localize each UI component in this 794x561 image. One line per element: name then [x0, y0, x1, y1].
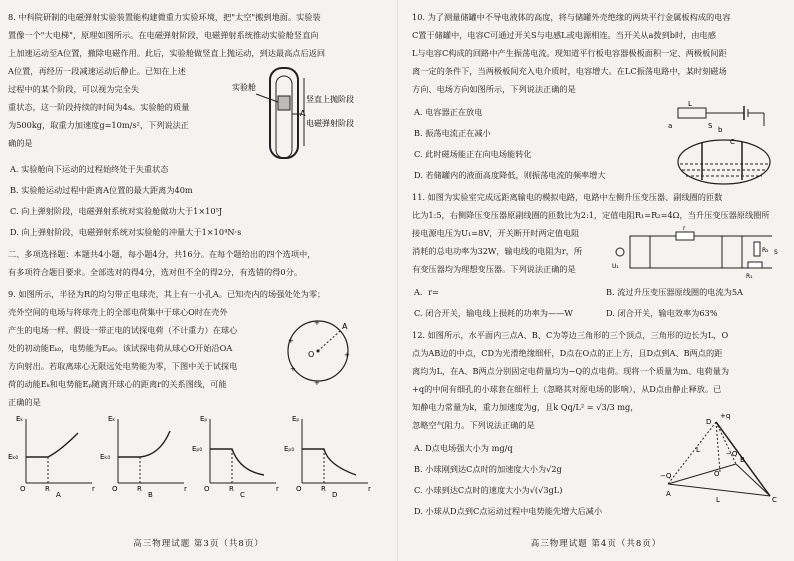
q12-option-b: B. 小球刚到达C点时的加速度大小为√2g	[414, 464, 562, 474]
q8-option-c: C. 向上弹射阶段，电磁弹射系统对实验舱做功大于1×10⁵J	[10, 206, 223, 216]
q11-source	[616, 248, 624, 256]
q11-label-r2: R₂	[762, 247, 769, 254]
q11-circuit-figure	[612, 222, 782, 282]
q9-charge-mark: +	[314, 379, 320, 387]
question-10	[412, 8, 784, 182]
q8-option-a: A. 实验舱向下运动的过程始终处于失重状态	[10, 164, 169, 174]
q9-graph-b	[100, 415, 187, 499]
q9-stem: 9. 如图所示，半径为R的均匀带正电球壳，其上有一小孔A。已知壳内的场强处处为零； 壳外空间的电场与将球壳上的全部电荷集中于球心O时在壳外 产生的电场一样。假设一带正电的试探电荷（不计重力）在球心 处的初动能Eₖ₀，电势能为Eₚ₀。该试探电荷从球心O开始沿OA 方向射出。若取离球心无限远处电势能为零，下图中关于试探电 荷的动能Eₖ和电势能Eₚ随离开球心的距离r的关系图线，可能 正确的是	[8, 289, 326, 407]
q11-option-d: D. 闭合开关，输电效率为63%	[606, 308, 718, 318]
q9-label-o: O	[308, 350, 315, 359]
q9-r-label: R	[137, 485, 142, 493]
q9-label-a: A	[342, 322, 348, 331]
q9-graph-a	[8, 415, 95, 499]
q10-label-b: b	[718, 126, 723, 134]
q9-caption: C	[240, 491, 245, 499]
q9-caption: B	[148, 491, 153, 499]
q9-graphs	[8, 413, 383, 497]
q8-stem: 8. 中科院研制的电磁弹射实验装置能构建微重力实验环境，把"太空"搬到地面。实验装 置像一个"大电梯"，原理如图所示。在电磁弹射阶段，电磁弹射系统推动实验舱竖直向 上加速运动至A位置，撤除电磁作用。此后，实验舱做竖直上抛运动，到达最高点后返回 A位置，再经历一段减速运动后静止。已知在上述 过程中的某个阶段，可以视为完全失 重状态，这一阶段持续的时间为4s。实验舱的质量 为500kg，取重力加速度g=10m/s²，下列说法正 确的是	[8, 12, 326, 148]
q9-x-label: r	[184, 485, 187, 493]
q9-oa-line	[318, 331, 340, 351]
q8-label-eject: 电磁弹射阶段	[306, 119, 354, 128]
q11-option-a: A．r=	[414, 287, 439, 297]
q10-inductor	[678, 108, 706, 118]
q9-y-label: Eₚ	[292, 415, 300, 423]
q8-point-a: A	[300, 109, 306, 118]
q9-y-label: Eₚ	[200, 415, 208, 423]
q10-label-c: C	[730, 138, 735, 146]
q9-charge-mark: +	[290, 365, 296, 373]
q9-r-label: R	[229, 485, 234, 493]
question-8	[8, 8, 383, 152]
q8-cabin-label: 实验舱	[232, 83, 256, 92]
q11-stem: 11. 如图为实验室完成远距离输电的模拟电路，电路中左侧升压变压器、副线圈的匝数 比为1:5，右侧降压变压器原副线圈的匝数比为2:1，定值电阻R₁=R₂=4Ω，当升压变压器原线圈所 接电源电压为U₁=8V，开关断开时两定值电阻 消耗的总电功率为32W，输电线的电阻为r，所 有变压器均为理想变压器。下列说法正确的是	[412, 192, 770, 274]
q9-origin-label: O	[204, 485, 210, 493]
q9-origin-label: O	[20, 485, 26, 493]
q8-cabin	[278, 96, 290, 110]
q8-figure	[232, 64, 386, 160]
q9-y0-label: Eₚ₀	[284, 445, 295, 453]
q9-r-label: R	[321, 485, 326, 493]
q8-frame-inner	[276, 76, 292, 158]
q11-label-s: S	[774, 249, 778, 256]
question-11	[412, 188, 784, 278]
q9-origin-label: O	[296, 485, 302, 493]
q12-base	[668, 464, 736, 484]
q12-base	[736, 464, 770, 496]
q9-caption: D	[332, 491, 338, 499]
q12-label-c: C	[772, 496, 777, 504]
q12-label-o: O	[714, 470, 720, 478]
q10-label-a: a	[668, 122, 673, 130]
q10-label-s: S	[708, 122, 713, 130]
left-footer: 高三物理试题 第3页（共8页）	[133, 539, 264, 549]
q9-caption: A	[56, 491, 61, 499]
q10-stem: 10. 为了测量储罐中不导电液体的高度，将与储罐外壳绝缘的两块平行金属板构成的电容 C置于储罐中，电容C可通过开关S与电感L或电源相连。当开关从a拨到b时，由电感 L与电容C构成的回路中产生振荡电流。现知道平行板电容器极板面积一定、两极板间距 离一定的条件下，当两极板间充入电介质时，电容增大。在LC振荡电路中，某时刻磁场 方向、电场方向如图所示，下列说法正确的是	[412, 12, 731, 94]
q12-label-q: +q	[720, 412, 731, 420]
q9-curve	[302, 449, 356, 475]
q9-y-label: Eₖ	[108, 415, 116, 423]
section-2-heading: 二、多项选择题：本题共4小题，每小题4分，共16分。在每个题给出的四个选项中， 有多项符合题目要求。全部选对的得4分，选对但不全的得2分，有选错的得0分。	[8, 249, 316, 277]
q12-option-a: A. D点电场强大小为 mg/q	[414, 443, 513, 453]
q9-graph-d	[284, 415, 371, 499]
q12-label-nq-b: −Q	[726, 450, 738, 458]
q12-label-l-side: L	[696, 446, 700, 454]
q9-x-label: r	[92, 485, 95, 493]
q9-charge-mark: +	[314, 319, 320, 327]
q8-option-b: B. 实验舱运动过程中距离A位置的最大距离为40m	[10, 185, 193, 195]
q11-resistor-r2	[754, 242, 760, 256]
question-12	[412, 326, 784, 518]
q9-charge-marks: +	[288, 337, 294, 345]
q9-graph-panel	[8, 413, 383, 497]
q12-label-a: A	[666, 490, 671, 498]
q12-base	[668, 484, 770, 496]
q8-pointer	[256, 94, 278, 102]
q11-option-b: B. 流过升压变压器原线圈的电流为5A	[606, 287, 743, 297]
q12-option-c: C. 小球到达C点时的速度大小为√(√3gL)	[414, 485, 563, 495]
q10-label-l: L	[688, 100, 692, 108]
q8-frame-outer	[270, 68, 298, 158]
q9-curve	[118, 431, 170, 457]
q9-charge-mark: +	[344, 351, 350, 359]
q9-y0-label: Eₖ₀	[100, 453, 111, 461]
q9-y-label: Eₖ	[16, 415, 24, 423]
q11-step-up	[630, 236, 650, 268]
q9-curve	[26, 433, 78, 457]
q12-edge	[668, 422, 716, 484]
q9-r-label: R	[45, 485, 50, 493]
q10-lc-figure	[664, 100, 782, 186]
q11-step-down	[722, 236, 742, 268]
q8-option-d: D. 向上弹射阶段，电磁弹射系统对实验舱的冲量大于1×10⁴N·s	[10, 227, 242, 237]
q10-option-c: C. 此时磁场能正在向电场能转化	[414, 149, 532, 159]
q9-y0-label: Eₖ₀	[8, 453, 19, 461]
q11-label-r1: R₁	[746, 273, 753, 280]
q12-label-nq-a: −Q	[660, 472, 672, 480]
q11-option-c: C. 闭合开关，输电线上损耗的功率为——W	[414, 308, 573, 318]
q10-option-a: A. 电容器正在放电	[414, 107, 483, 117]
q12-label-d: D	[706, 418, 712, 426]
q9-curve	[210, 449, 264, 475]
q11-label-u: U₁	[612, 263, 619, 270]
right-page	[397, 0, 794, 561]
q9-x-label: r	[276, 485, 279, 493]
q9-x-label: r	[368, 485, 371, 493]
q11-resistor-r1	[748, 262, 762, 268]
q11-label-r: r	[683, 225, 686, 232]
q9-y0-label: Eₚ₀	[192, 445, 203, 453]
q11-resistor-r	[676, 232, 694, 240]
question-9	[8, 285, 383, 411]
q12-stem: 12. 如图所示，水平面内三点A、B、C为等边三角形的三个顶点，三角形的边长为L，O 点为AB边的中点，CD为光滑绝缘细杆，D点在O点的正上方，且D点到A、B两点的距 离均为L，在A、B两点分别固定电荷量均为−Q的点电荷。现将一个质量为m、电荷量为 +q的中间有细孔的小球套在细杆上（忽略其对原电场的影响），从D点由静止释放。已 知静电力常量为k，重力加速度为g，且k Qq/L² = √3/3 mg， 忽略空气阻力。下列说法正确的是	[412, 330, 730, 430]
q10-option-d: D. 若储罐内的液面高度降低，则振荡电流的频率增大	[414, 170, 606, 180]
q12-triangle-figure	[660, 412, 784, 508]
q10-option-b: B. 振荡电流正在减小	[414, 128, 491, 138]
q9-origin-label: O	[112, 485, 118, 493]
q9-graph-c	[192, 415, 279, 499]
q12-label-b: B	[740, 456, 745, 464]
right-footer: 高三物理试题 第4页（共8页）	[530, 539, 662, 549]
q10-tank	[678, 140, 770, 184]
q9-shell-figure	[280, 313, 360, 389]
q12-option-d: D. 小球从D点到C点运动过程中电势能先增大后减小	[414, 506, 603, 516]
q8-label-up: 竖直上抛阶段	[306, 95, 354, 104]
q12-label-l: L	[716, 496, 720, 504]
q11-options	[412, 278, 784, 320]
